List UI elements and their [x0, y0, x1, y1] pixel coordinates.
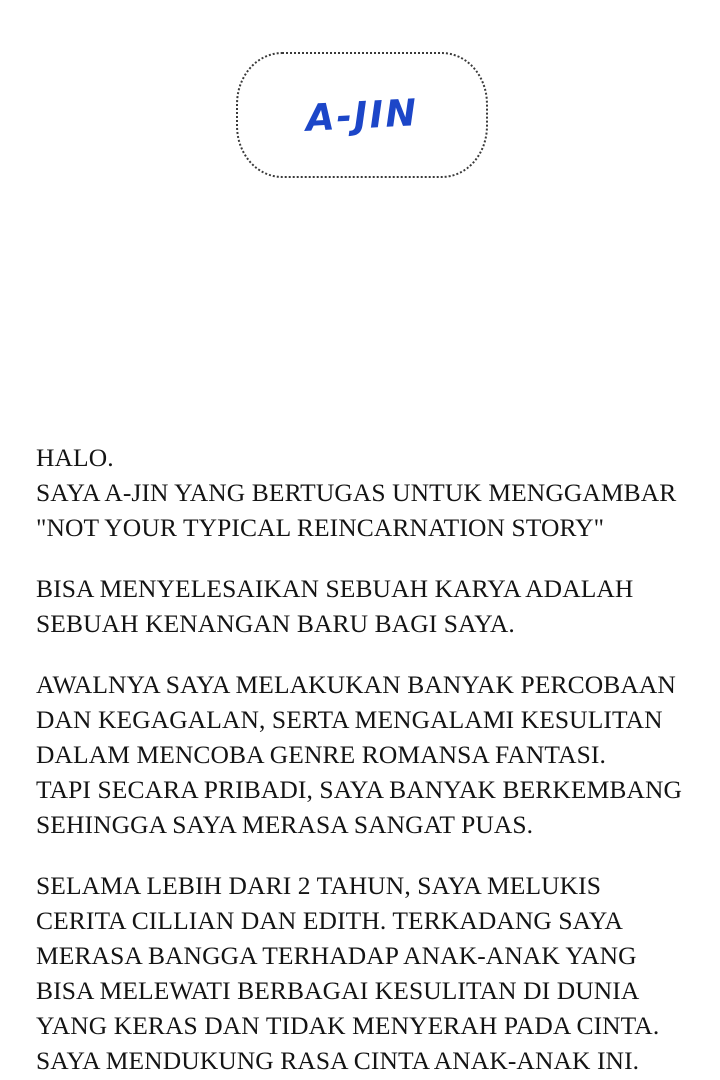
note-line: SEHINGGA SAYA MERASA SANGAT PUAS. [36, 810, 534, 839]
artist-signature: A-JIN [304, 90, 420, 140]
note-line: TAPI SECARA PRIBADI, SAYA BANYAK BERKEMBANG [36, 775, 683, 804]
note-line: SEBUAH KENANGAN BARU BAGI SAYA. [36, 609, 515, 638]
note-line: HALO. [36, 443, 114, 472]
note-line: SELAMA LEBIH DARI 2 TAHUN, SAYA MELUKIS [36, 871, 602, 900]
note-line: YANG KERAS DAN TIDAK MENYERAH PADA CINTA. [36, 1011, 660, 1040]
signature-area [0, 0, 720, 220]
note-line: SAYA MENDUKUNG RASA CINTA ANAK-ANAK INI. [36, 1046, 640, 1075]
note-line: BISA MENYELESAIKAN SEBUAH KARYA ADALAH [36, 574, 634, 603]
note-line: DAN KEGAGALAN, SERTA MENGALAMI KESULITAN [36, 705, 663, 734]
note-paragraph [36, 440, 696, 545]
note-paragraph [36, 868, 696, 1078]
author-note-body [36, 440, 696, 1078]
note-line: BISA MELEWATI BERBAGAI KESULITAN DI DUNIA [36, 976, 640, 1005]
note-paragraph [36, 667, 696, 842]
note-paragraph [36, 571, 696, 641]
signature-bubble-icon [236, 52, 488, 178]
note-line: MERASA BANGGA TERHADAP ANAK-ANAK YANG [36, 941, 637, 970]
note-line: AWALNYA SAYA MELAKUKAN BANYAK PERCOBAAN [36, 670, 676, 699]
note-line: CERITA CILLIAN DAN EDITH. TERKADANG SAYA [36, 906, 624, 935]
note-line: "NOT YOUR TYPICAL REINCARNATION STORY" [36, 513, 605, 542]
note-line: SAYA A-JIN YANG BERTUGAS UNTUK MENGGAMBAR [36, 478, 677, 507]
note-line: DALAM MENCOBA GENRE ROMANSA FANTASI. [36, 740, 606, 769]
